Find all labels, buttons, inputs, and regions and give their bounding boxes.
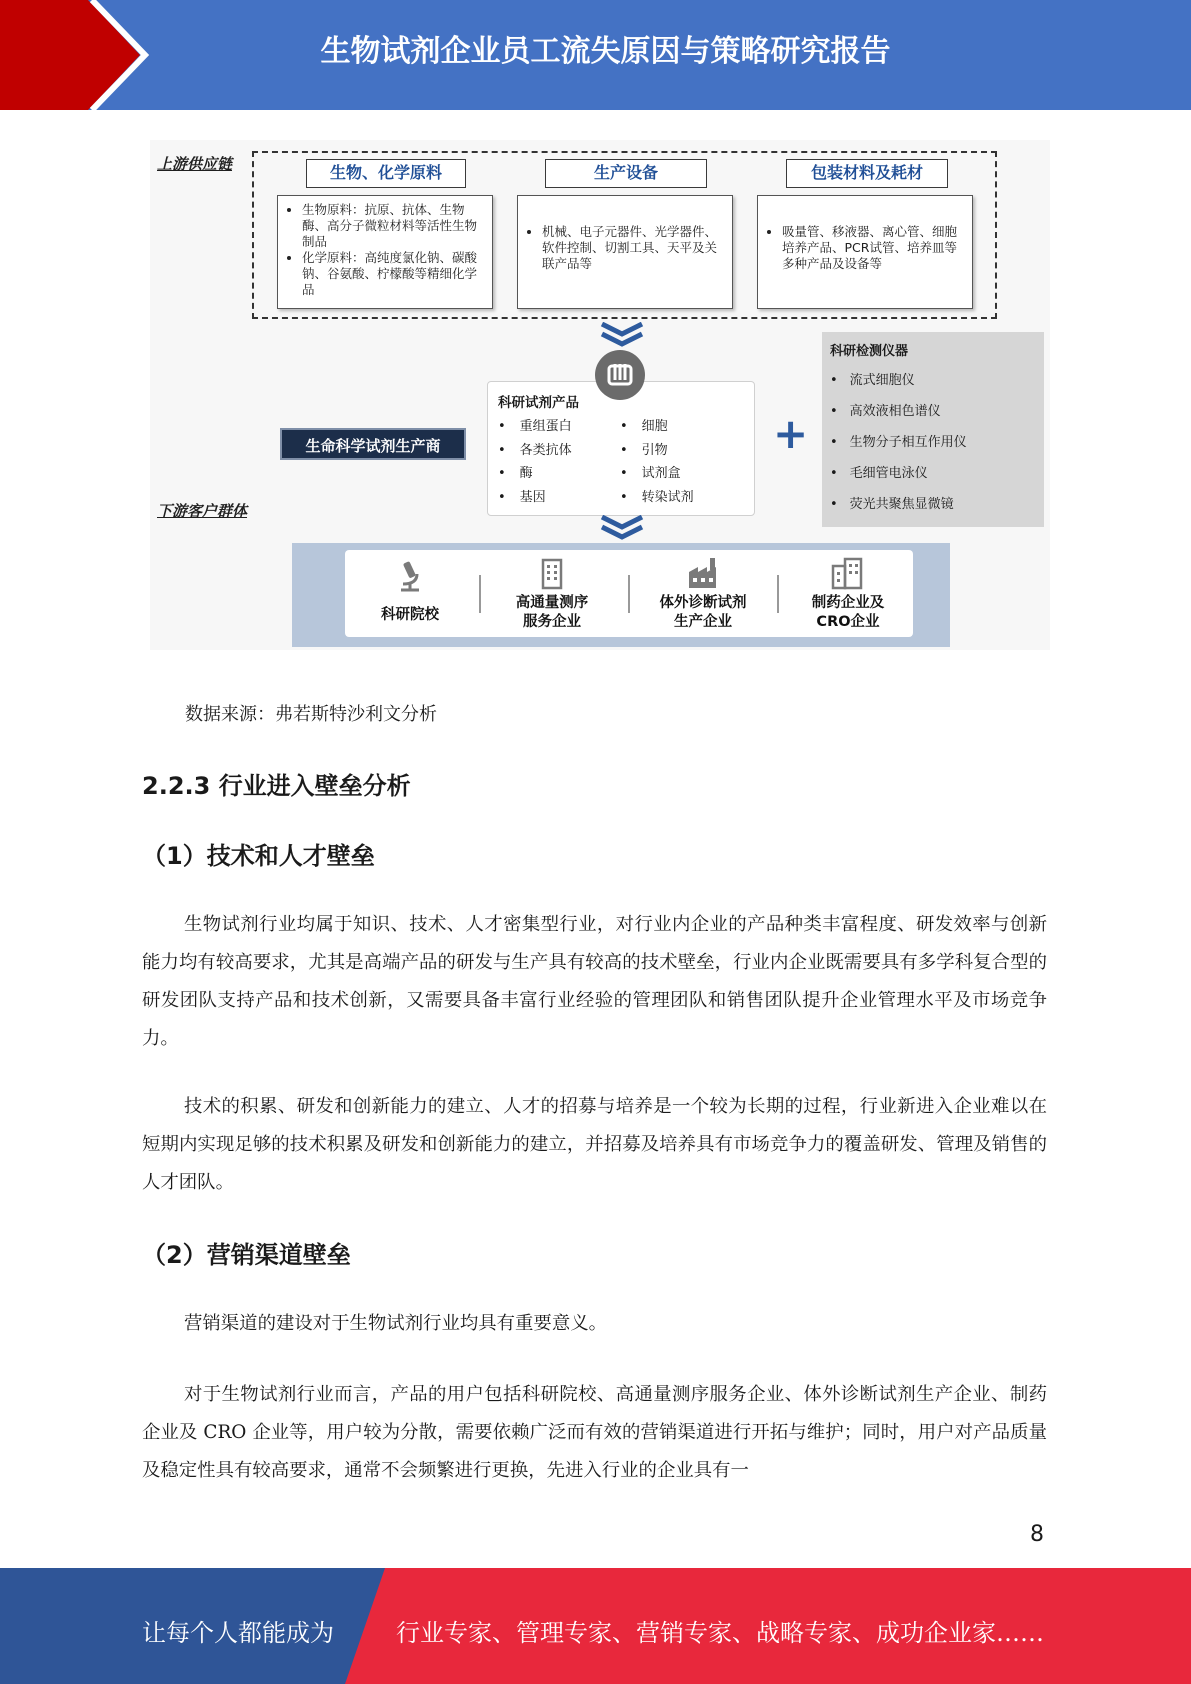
divider <box>628 575 630 613</box>
customer-label-line2: CRO企业 <box>816 614 880 630</box>
list-item: • 细胞 <box>620 415 694 439</box>
list-item: • 高效液相色谱仪 <box>830 396 1036 427</box>
list-item: • 毛细管电泳仪 <box>830 458 1036 489</box>
category-box-packaging <box>757 195 973 309</box>
test-tubes-icon <box>595 350 645 400</box>
subsection-heading-marketing: （2）营销渠道壁垒 <box>142 1241 351 1269</box>
list-item: • 基因 <box>498 486 572 510</box>
customer-label-line2: 生产企业 <box>674 614 732 630</box>
header-title: 生物试剂企业员工流失原因与策略研究报告 <box>320 34 891 69</box>
products-list-right <box>620 415 694 509</box>
list-item: • 吸量管、移液器、离心管、细胞培养产品、PCR试管、培养皿等多种产品及设备等 <box>782 224 964 272</box>
reagent-maker-label: 生命科学试剂生产商 <box>280 428 466 460</box>
research-products-title: 科研试剂产品 <box>498 395 579 411</box>
instruments-box <box>822 332 1044 527</box>
list-item: • 酶 <box>498 462 572 486</box>
customer-sequencing-services <box>482 556 622 632</box>
paragraph: 生物试剂行业均属于知识、技术、人才密集型行业，对行业内企业的产品种类丰富程度、研发效率与创新能力均有较高要求，尤其是高端产品的研发与生产具有较高的技术壁垒，行业内企业既需要具有多学科复合型的研发团队支持产品和技术创新，又需要具备丰富行业经验的管理团队和销售团队提升企业管理水平及市场竞争力。 <box>142 914 1047 1049</box>
chevron-down-icon <box>600 322 644 348</box>
list-item: • 荧光共聚焦显微镜 <box>830 489 1036 520</box>
subsection-heading-tech-talent: （1）技术和人才壁垒 <box>142 842 375 870</box>
instruments-title: 科研检测仪器 <box>830 344 909 359</box>
section-heading: 2.2.3 行业进入壁垒分析 <box>142 772 411 800</box>
list-item: • 流式细胞仪 <box>830 365 1036 396</box>
chevron-down-icon <box>600 515 644 541</box>
divider <box>479 575 481 613</box>
research-products-box <box>487 381 755 516</box>
customer-label-line2: 服务企业 <box>523 614 581 630</box>
downstream-label: 下游客户群体 <box>157 502 248 520</box>
microscope-icon <box>395 560 425 594</box>
category-title-raw-materials: 生物、化学原料 <box>306 159 466 188</box>
data-source-note: 数据来源：弗若斯特沙利文分析 <box>185 704 437 725</box>
products-list-left <box>498 415 572 509</box>
customer-pharma-cro <box>778 556 918 632</box>
list-item: • 生物分子相互作用仪 <box>830 427 1036 458</box>
list-item: • 引物 <box>620 439 694 463</box>
customer-label-line1: 制药企业及 <box>811 595 885 611</box>
customer-label-line1: 高通量测序 <box>515 595 589 611</box>
list-item: • 机械、电子元器件、光学器件、软件控制、切割工具、天平及关联产品等 <box>542 224 724 272</box>
customer-label-line1: 体外诊断试剂 <box>659 595 747 611</box>
paragraph: 营销渠道的建设对于生物试剂行业均具有重要意义。 <box>184 1313 607 1334</box>
customers-panel <box>345 550 913 637</box>
category-box-raw-materials <box>277 195 493 309</box>
industry-chain-figure <box>150 140 1050 650</box>
upstream-label: 上游供应链 <box>157 155 233 173</box>
paragraph: 技术的积累、研发和创新能力的建立、人才的招募与培养是一个较为长期的过程，行业新进入企业难以在短期内实现足够的技术积累及研发和创新能力的建立，并招募及培养具有市场竞争力的覆盖研发、管理及销售的人才团队。 <box>142 1096 1047 1193</box>
customer-research-institutes <box>340 560 480 625</box>
list-item: • 各类抗体 <box>498 439 572 463</box>
category-box-equipment <box>517 195 733 309</box>
paragraph: 对于生物试剂行业而言，产品的用户包括科研院校、高通量测序服务企业、体外诊断试剂生产企业、制药企业及 CRO 企业等，用户较为分散，需要依赖广泛而有效的营销渠道进行开拓与维护；同时，用户对产品质量及稳定性具有较高要求，通常不会频繁进行更换，先进入行业的企业具有一 <box>142 1384 1047 1481</box>
factory-icon <box>686 556 720 590</box>
page-number: 8 <box>1030 1522 1044 1547</box>
list-item: • 化学原料：高纯度氯化钠、碳酸钠、谷氨酸、柠檬酸等精细化学品 <box>302 250 484 298</box>
list-item: • 试剂盒 <box>620 462 694 486</box>
customer-label: 科研院校 <box>381 607 439 623</box>
category-title-equipment: 生产设备 <box>545 159 707 188</box>
list-item: • 生物原料：抗原、抗体、生物酶、高分子微粒材料等活性生物制品 <box>302 202 484 250</box>
list-item: • 重组蛋白 <box>498 415 572 439</box>
office-buildings-icon <box>829 556 867 590</box>
plus-icon: + <box>773 409 809 458</box>
list-item: • 转染试剂 <box>620 486 694 510</box>
customer-ivd-manufacturers <box>633 556 773 632</box>
footer-slogan-left: 让每个人都能成为 <box>142 1619 334 1647</box>
category-title-packaging: 包装材料及耗材 <box>786 159 948 188</box>
footer-slogan-right: 行业专家、管理专家、营销专家、战略专家、成功企业家…… <box>396 1619 1044 1647</box>
building-icon <box>537 556 567 590</box>
